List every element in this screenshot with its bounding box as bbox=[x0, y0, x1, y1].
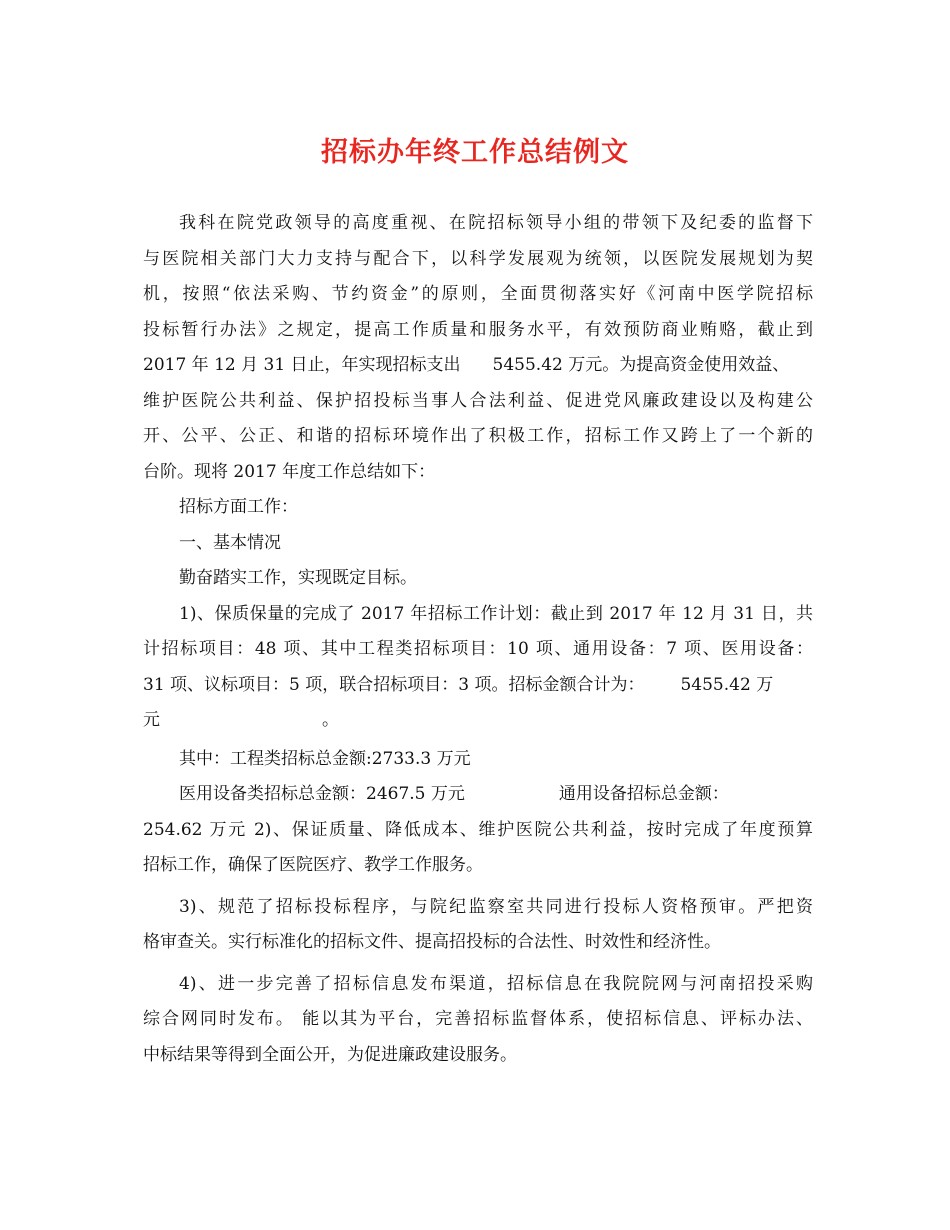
bid-total-text: 5455.42 万 bbox=[680, 674, 774, 695]
item-4-line: 4)、进一步完善了招标信息发布渠道，招标信息在我院院网与河南招投采购 bbox=[179, 973, 813, 994]
item-4-line: 综合网同时发布。 能以其为平台，完善招标监督体系，使招标信息、评标办法、 bbox=[143, 1009, 813, 1029]
document-title: 招标办年终工作总结例文 bbox=[321, 137, 629, 168]
document-body bbox=[143, 206, 813, 1073]
equipment-totals-line bbox=[143, 777, 813, 813]
item-2-line: 254.62 万元 2)、保证质量、降低成本、维护医院公共利益，按时完成了年度预算 bbox=[143, 819, 813, 840]
paragraph-1-line: 台阶。现将 2017 年度工作总结如下： bbox=[143, 461, 436, 482]
item-1-line: 计招标项目：48 项、其中工程类招标项目：10 项、通用设备：7 项、医用设备： bbox=[143, 639, 813, 659]
item-1-line-unit bbox=[143, 703, 813, 739]
item-4-line: 中标结果等得到全面公开，为促进廉政建设服务。 bbox=[143, 1044, 517, 1065]
general-total-label: 通用设备招标总金额： bbox=[558, 784, 729, 804]
paragraph-1-line: 投标暂行办法》之规定，提高工作质量和服务水平，有效预防商业贿赂，截止到 bbox=[143, 319, 813, 340]
paragraph-1-line: 维护医院公共利益、保护招投标当事人合法利益、促进党风廉政建设以及构建公 bbox=[143, 390, 813, 411]
item-2-line: 招标工作，确保了医院医疗、教学工作服务。 bbox=[143, 855, 483, 875]
goal-line: 勤奋踏实工作，实现既定目标。 bbox=[179, 568, 417, 588]
item-1-end-mark: 。 bbox=[322, 710, 339, 730]
item-3-line: 3)、规范了招标投标程序，与院纪监察室共同进行投标人资格预审。严把资 bbox=[179, 896, 813, 917]
engineering-total-line: 其中：工程类招标总金额:2733.3 万元 bbox=[179, 748, 471, 769]
item-1-line-part: 31 项、议标项目：5 项，联合招标项目：3 项。招标金额合计为： bbox=[143, 674, 645, 695]
paragraph-1-line: 与医院相关部门大力支持与配合下，以科学发展观为统领，以医院发展规划为契 bbox=[143, 248, 813, 269]
paragraph-1-line: 开、公平、公正、和谐的招标环境作出了积极工作，招标工作又跨上了一个新的 bbox=[143, 426, 813, 446]
sub-heading: 一、基本情况 bbox=[179, 532, 281, 553]
medical-total-text: 医用设备类招标总金额：2467.5 万元 bbox=[179, 784, 465, 804]
item-1-line-amount bbox=[143, 668, 813, 704]
paragraph-1-line: 我科在院党政领导的高度重视、在院招标领导小组的带领下及纪委的监督下 bbox=[179, 213, 813, 233]
item-3-line: 格审查关。实行标准化的招标文件、提高招投标的合法性、时效性和经济性。 bbox=[143, 932, 721, 952]
paragraph-1-line: 机，按照“依法采购、节约资金”的原则，全面贯彻落实好《河南中医学院招标 bbox=[143, 284, 813, 304]
item-1-unit-text: 元 bbox=[143, 710, 160, 730]
paragraph-1-line-amount bbox=[143, 348, 813, 384]
item-1-line: 1)、保质保量的完成了 2017 年招标工作计划：截止到 2017 年 12 月 31 日，共 bbox=[179, 603, 813, 624]
paragraph-1-line-part: 2017 年 12 月 31 日止，年实现招标支出 bbox=[143, 355, 461, 375]
total-expenditure-text: 5455.42 万元。为提高资金使用效益、 bbox=[492, 355, 790, 375]
section-heading: 招标方面工作： bbox=[179, 497, 298, 517]
